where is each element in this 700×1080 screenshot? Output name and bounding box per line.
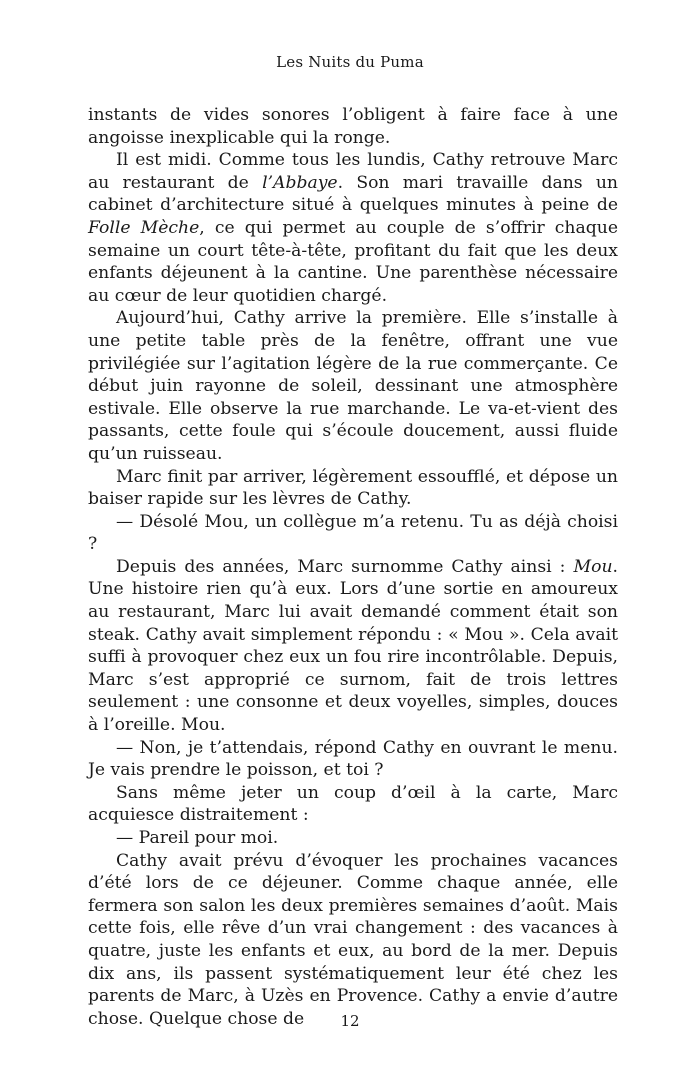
paragraph-2-text-b: . Son mari travaille dans un cabinet d’architecture situé à quelques minutes à peine de [88, 172, 618, 216]
dialogue-2: — Non, je t’attendais, répond Cathy en ouvrant le menu. Je vais prendre le poisson, et toi ? [88, 737, 618, 781]
paragraph-6-text-a: Depuis des années, Marc surnomme Cathy ainsi : [116, 556, 574, 577]
dialogue-1: — Désolé Mou, un collègue m’a retenu. Tu as déjà choisi ? [88, 511, 618, 555]
running-header: Les Nuits du Puma [276, 53, 424, 71]
dialogue-3: — Pareil pour moi. [116, 828, 279, 848]
paragraph-8: Sans même jeter un coup d’œil à la carte, Marc acquiesce distraitement : [88, 782, 618, 826]
paragraph-2-text-c: , ce qui permet au couple de s’offrir chaque semaine un court tête-à-tête, profitant du fait que les deux enfants déjeunent à la cantine. Une parenthèse nécessaire au cœur de leur quotidien chargé. [88, 217, 618, 306]
paragraph-1: instants de vides sonores l’obligent à faire face à une angoisse inexplicable qui la ronge. [88, 105, 618, 148]
paragraph-4: Marc finit par arriver, légèrement essoufflé, et dépose un baiser rapide sur les lèvres de Cathy. [88, 466, 618, 510]
paragraph-2-text-a: Il est midi. Comme tous les lundis, Cathy retrouve Marc au restaurant de [88, 150, 618, 193]
paragraph-6 [88, 556, 618, 737]
paragraph-6-text-b: . Une histoire rien qu’à eux. Lors d’une sortie en amoureux au restaurant, Marc lui avait demandé comment était son steak. Cathy avait simplement répondu : « Mou ». Cela avait suffi à provoquer chez eux un fou rire incontrôlable. Depuis, Marc s’est approprié ce surnom, fait de trois lettres seulement : une consonne et deux voyelles, simples, douces à l’oreille. Mou. [88, 556, 618, 736]
paragraph-3: Aujourd’hui, Cathy arrive la première. Elle s’installe à une petite table près de la fenêtre, offrant une vue privilégiée sur l’agitation légère de la rue commerçante. Ce début juin rayonne de soleil, dessinant une atmosphère estivale. Elle observe la rue marchande. Le va-et-vient des passants, cette foule qui s’écoule doucement, aussi fluide qu’un ruisseau. [88, 308, 618, 464]
paragraph-10: Cathy avait prévu d’évoquer les prochaines vacances d’été lors de ce déjeuner. Comme chaque année, elle fermera son salon les deux premières semaines d’août. Mais cette fois, elle rêve d’un vrai changement : des vacances à quatre, juste les enfants et eux, au bord de la mer. Depuis dix ans, ils passent systématiquement leur été chez les parents de Marc, à Uzès en Provence. Cathy a envie d’autre chose. Quelque chose de [88, 850, 618, 1029]
body-text [88, 104, 618, 1030]
salon-name: Folle Mèche [88, 217, 200, 238]
page-number: 12 [340, 1012, 360, 1030]
paragraph-2 [88, 149, 618, 307]
nickname: Mou [573, 556, 613, 577]
restaurant-name: l’Abbaye [262, 172, 338, 193]
